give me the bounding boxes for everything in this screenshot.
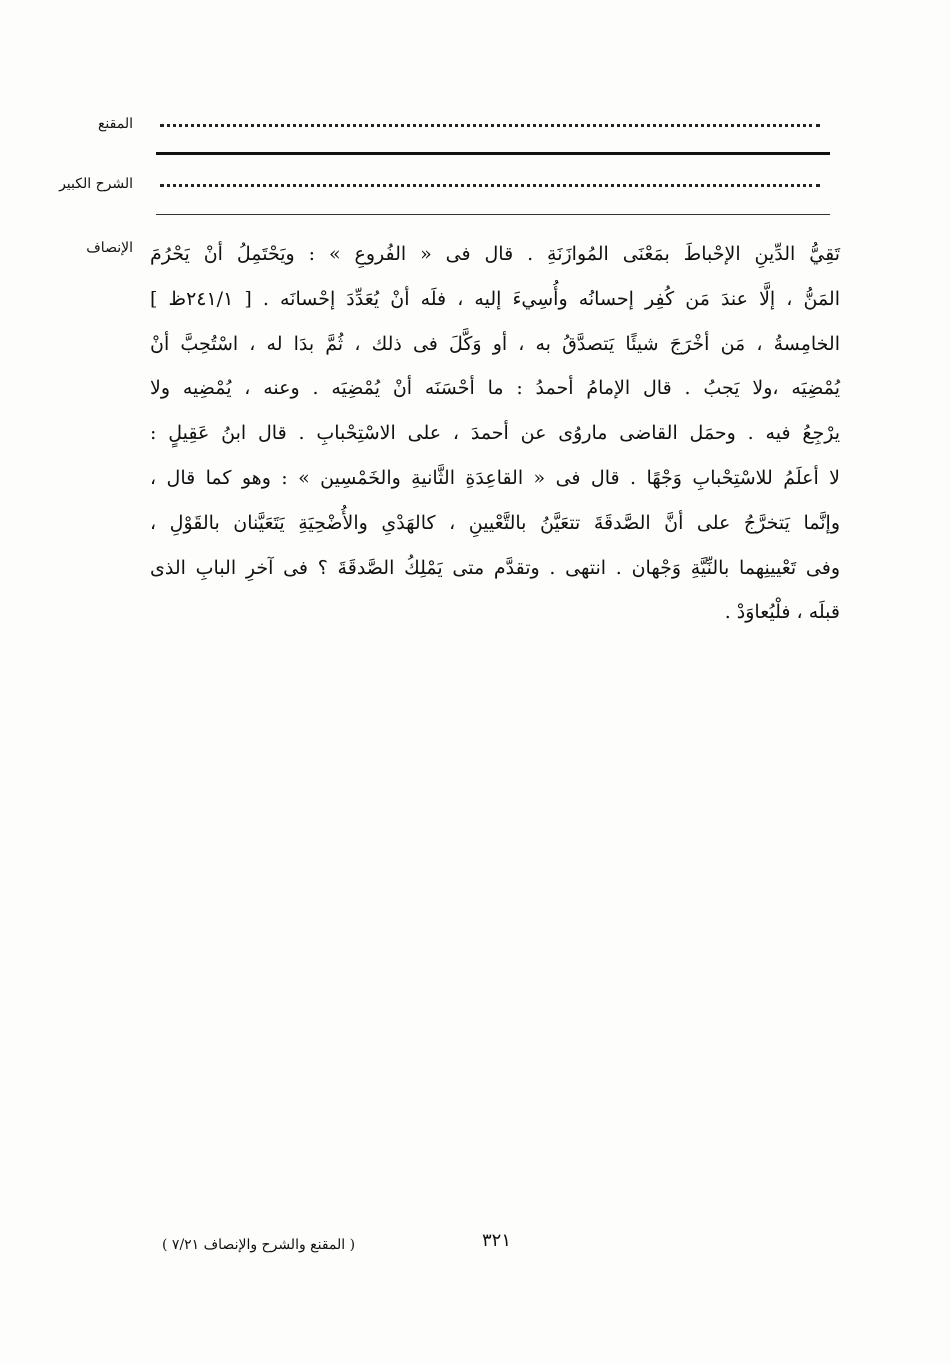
text-line: وفى تَعْيينِهما بالنِّيَّةِ وَجْهان . انتهى . وتقدَّم متى يَمْلِكُ الصَّدقَةَ ؟ فى آخرِ البابِ الذى xyxy=(150,556,840,579)
text-line: قبلَه ، فلْيُعاوَدْ . xyxy=(724,601,840,624)
section-divider-thick xyxy=(156,152,830,155)
text-line: الخامِسةُ ، مَن أخْرَجَ شيئًا يَتصدَّقُ به ، أو وَكَّلَ فى ذلك ، ثُمَّ بدَا له ، اسْتُحِبَّ أنْ xyxy=(150,332,840,355)
page-number: ٣٢١ xyxy=(482,1230,512,1251)
label-insaf: الإنصاف xyxy=(86,240,133,256)
volume-reference: ( المقنع والشرح والإنصاف ٧/٢١ ) xyxy=(162,1237,356,1253)
muqni-dotted-line xyxy=(160,124,820,131)
text-line: يرْجِعُ فيه . وحمَل القاضى ماروُى عن أحمدَ ، على الاسْتِحْبابِ . قال ابنُ عَقِيلٍ : xyxy=(150,422,840,445)
section-divider-thin xyxy=(156,214,830,215)
text-line: لا أعلَمُ للاسْتِحْبابِ وَجْهًا . قال فى « القاعِدَةِ الثَّانيةِ والخَمْسِين » : وهو كما قال ، xyxy=(150,466,840,489)
insaf-body-text xyxy=(150,232,840,635)
sharh-dotted-line xyxy=(160,184,820,191)
text-line: المَنُّ ، إلَّا عندَ مَن كُفِر إحسانُه وأُسِيءَ إليه ، فلَه أنْ يُعَدِّدَ إحْسانَه . [ ٢٤١/١ظ ] xyxy=(150,287,840,310)
label-sharh-kabir: الشرح الكبير xyxy=(59,176,133,192)
text-line: وإنَّما يَتخرَّجُ على أنَّ الصَّدقَةَ تتعَيَّنُ بالتَّعْيينِ ، كالهَدْىِ والأُضْحِيَةِ يَتَعَيَّنان بالقَوْلِ ، xyxy=(150,511,840,534)
text-line: يُمْضِيَه ،ولا يَجبُ . قال الإمامُ أحمدُ : ما أحْسَنَه أنْ يُمْضِيَه . وعنه ، يُمْضِيه ولا xyxy=(150,377,840,400)
label-muqni: المقنع xyxy=(97,116,133,132)
text-line: تَقِيُّ الدِّينِ الإحْباطَ بمَعْنَى المُوازَنَةِ . قال فى « الفُروعِ » : ويَحْتَمِلُ أنْ يَحْرُمَ xyxy=(150,243,840,265)
